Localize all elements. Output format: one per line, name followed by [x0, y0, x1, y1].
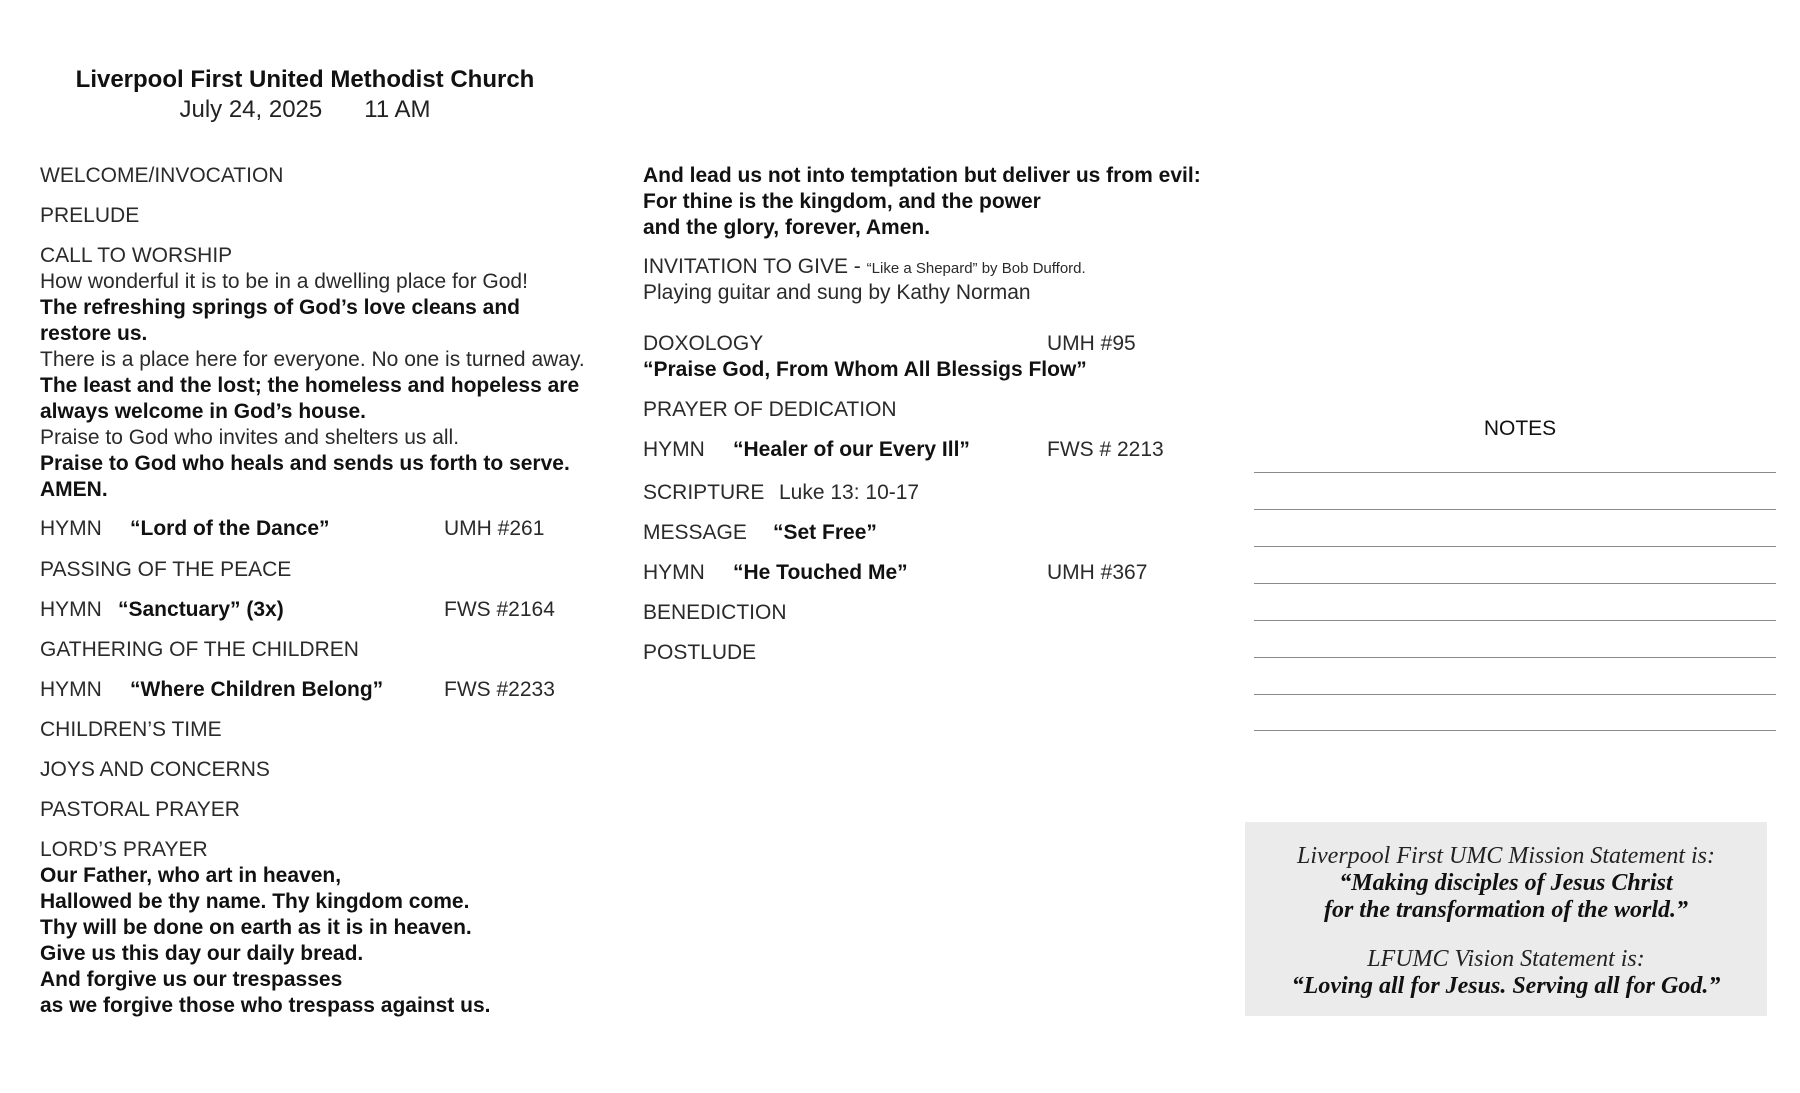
lords-prayer-continued-line: and the glory, forever, Amen. — [643, 216, 931, 239]
hymn-label: HYMN — [643, 438, 705, 461]
hymn-label: HYMN — [643, 561, 705, 584]
invitation-to-give — [643, 254, 1086, 282]
doxology-heading: DOXOLOGY — [643, 332, 764, 355]
lords-prayer-line: Our Father, who art in heaven, — [40, 864, 342, 887]
lords-prayer-line: as we forgive those who trespass against us. — [40, 994, 491, 1017]
call-to-worship-people-line: Praise to God who heals and sends us forth to serve. — [40, 452, 570, 475]
hymn-number: FWS # 2213 — [1047, 438, 1164, 461]
hymn-number: UMH #367 — [1047, 561, 1148, 584]
call-to-worship-leader-line: Praise to God who invites and shelters us all. — [40, 426, 460, 449]
doxology-title: “Praise God, From Whom All Blessigs Flow” — [643, 358, 1087, 381]
mission-statement-line: for the transformation of the world.” — [1323, 897, 1689, 923]
prayer-of-dedication: PRAYER OF DEDICATION — [643, 398, 897, 421]
lords-prayer-line: Hallowed be thy name. Thy kingdom come. — [40, 890, 470, 913]
mission-statement-line: “Making disciples of Jesus Christ — [1339, 870, 1673, 896]
hymn-number: FWS #2164 — [444, 598, 555, 621]
hymn-title: “Where Children Belong” — [130, 678, 384, 701]
invitation-song-detail: “Like a Shepard” by Bob Dufford. — [866, 260, 1086, 277]
notes-line — [1254, 620, 1776, 621]
lords-prayer-continued-line: For thine is the kingdom, and the power — [643, 190, 1041, 213]
postlude: POSTLUDE — [643, 641, 757, 664]
benediction: BENEDICTION — [643, 601, 787, 624]
call-to-worship-people-line: restore us. — [40, 322, 148, 345]
hymn-label: HYMN — [40, 598, 102, 621]
notes-line — [1254, 509, 1776, 510]
notes-line — [1254, 657, 1776, 658]
lords-prayer-continued-line: And lead us not into temptation but deliver us from evil: — [643, 164, 1201, 187]
hymn-number: FWS #2233 — [444, 678, 555, 701]
lords-prayer-line: Thy will be done on earth as it is in heaven. — [40, 916, 472, 939]
mission-vision-box — [1245, 822, 1767, 1016]
notes-line — [1254, 472, 1776, 473]
service-date-time — [0, 96, 610, 124]
notes-line — [1254, 546, 1776, 547]
invitation-heading: INVITATION TO GIVE - — [643, 255, 861, 278]
doxology-number: UMH #95 — [1047, 332, 1136, 355]
message-heading: MESSAGE — [643, 521, 747, 544]
notes-line — [1254, 730, 1776, 731]
invitation-performer: Playing guitar and sung by Kathy Norman — [643, 281, 1031, 304]
call-to-worship-heading: CALL TO WORSHIP — [40, 244, 233, 267]
lords-prayer-line: Give us this day our daily bread. — [40, 942, 364, 965]
hymn-number: UMH #261 — [444, 517, 545, 540]
message-title: “Set Free” — [773, 521, 877, 544]
hymn-label: HYMN — [40, 517, 102, 540]
hymn-title: “Lord of the Dance” — [130, 517, 330, 540]
scripture-heading: SCRIPTURE — [643, 481, 765, 504]
call-to-worship-people-line: always welcome in God’s house. — [40, 400, 366, 423]
gathering-of-the-children: GATHERING OF THE CHILDREN — [40, 638, 359, 661]
passing-of-the-peace: PASSING OF THE PEACE — [40, 558, 292, 581]
welcome-invocation: WELCOME/INVOCATION — [40, 164, 284, 187]
childrens-time: CHILDREN’S TIME — [40, 718, 222, 741]
call-to-worship-people-line: The refreshing springs of God’s love cleans and — [40, 296, 520, 319]
lords-prayer-heading: LORD’S PRAYER — [40, 838, 208, 861]
lords-prayer-line: And forgive us our trespasses — [40, 968, 343, 991]
vision-statement-intro: LFUMC Vision Statement is: — [1367, 946, 1645, 972]
call-to-worship-people-line: The least and the lost; the homeless and hopeless are — [40, 374, 580, 397]
scripture-reference: Luke 13: 10-17 — [779, 481, 920, 504]
prelude: PRELUDE — [40, 204, 140, 227]
notes-line — [1254, 694, 1776, 695]
service-date: July 24, 2025 — [179, 96, 323, 123]
call-to-worship-leader-line: How wonderful it is to be in a dwelling place for God! — [40, 270, 528, 293]
hymn-title: “Healer of our Every Ill” — [733, 438, 970, 461]
notes-heading: NOTES — [1483, 417, 1557, 440]
vision-statement-line: “Loving all for Jesus. Serving all for God.” — [1291, 973, 1721, 999]
pastoral-prayer: PASTORAL PRAYER — [40, 798, 240, 821]
service-time: 11 AM — [364, 96, 431, 123]
hymn-label: HYMN — [40, 678, 102, 701]
mission-statement-intro: Liverpool First UMC Mission Statement is: — [1297, 843, 1715, 869]
hymn-title: “He Touched Me” — [733, 561, 908, 584]
notes-line — [1254, 583, 1776, 584]
hymn-title: “Sanctuary” (3x) — [118, 598, 284, 621]
call-to-worship-amen: AMEN. — [40, 478, 108, 501]
call-to-worship-leader-line: There is a place here for everyone. No one is turned away. — [40, 348, 585, 371]
joys-and-concerns: JOYS AND CONCERNS — [40, 758, 270, 781]
church-name: Liverpool First United Methodist Church — [75, 66, 535, 93]
